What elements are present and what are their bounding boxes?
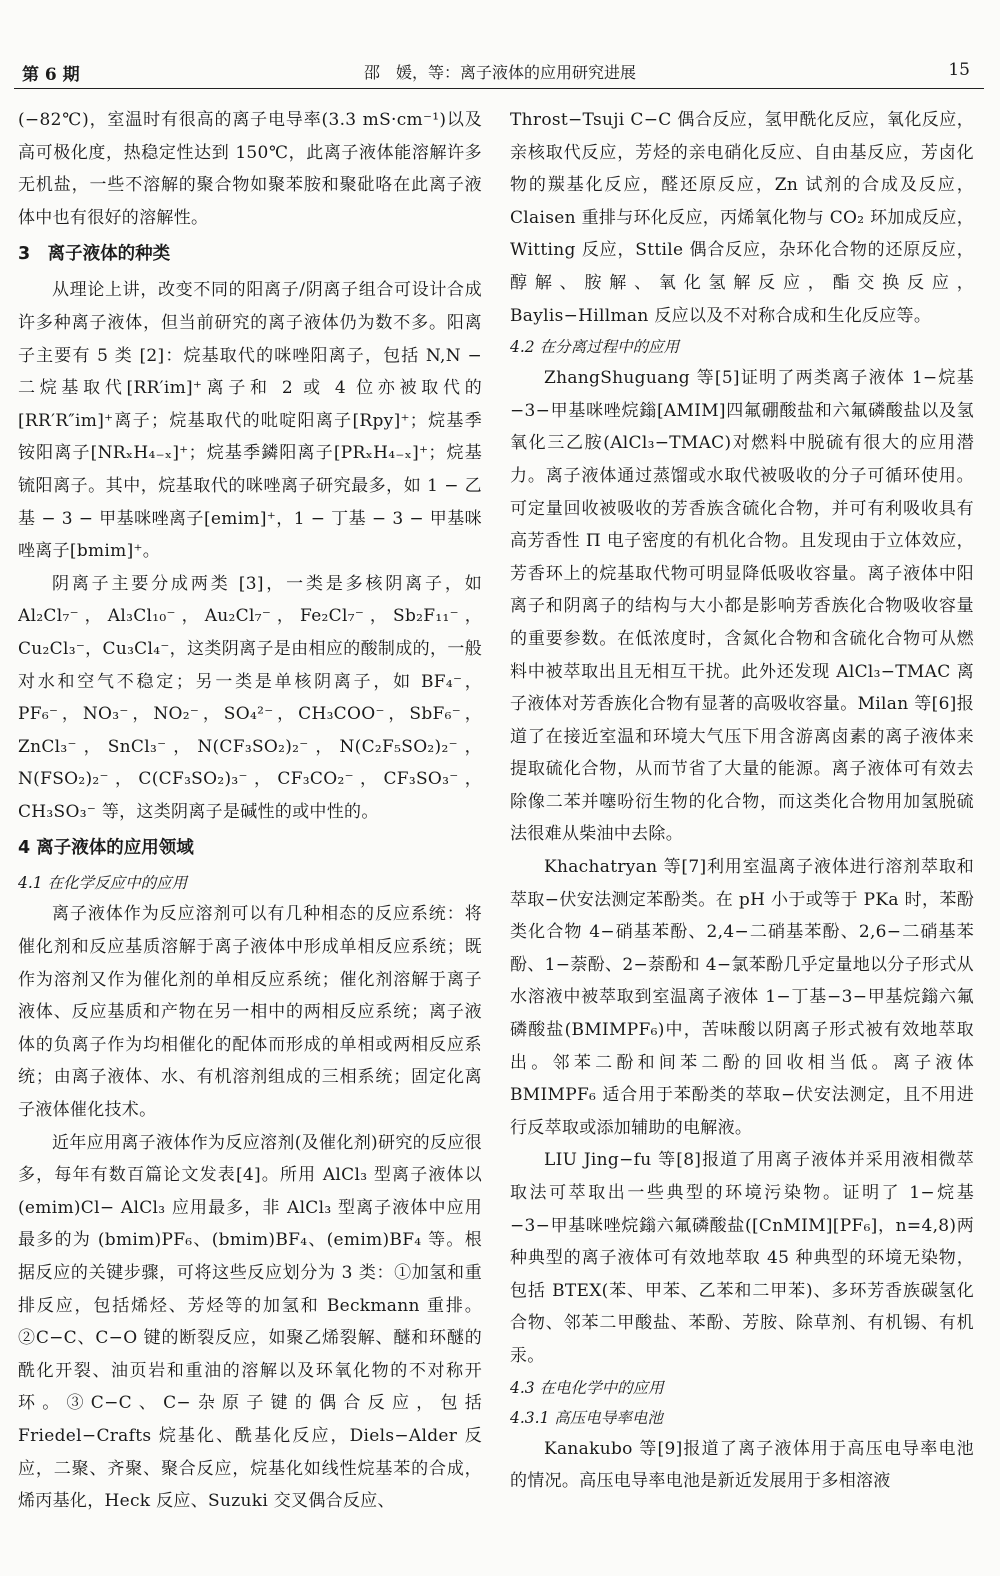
paragraph-phenol-extraction: Khachatryan 等[7]利用室温离子液体进行溶剂萃取和萃取−伏安法测定苯酚类。在 pH 小于或等于 PKa 时，苯酚类化合物 4−硝基苯酚、2,4−二硝基苯酚、2,6−二硝基苯酚、1−萘酚、2−萘酚和 4−氯苯酚几乎定量地以分子形式从水溶液中被萃取到室温离子液体 1−丁基−3−甲基烷鎓六氟磷酸盐(BMIMPF₆)中，苦味酸以阴离子形式被有效地萃取出。邻苯二酚和间苯二酚的回收相当低。离子液体 BMIMPF₆ 适合用于苯酚类的萃取−伏安法测定，且不用进行反萃取或添加辅助的电解液。: [510, 857, 974, 1138]
running-title: 邵 媛，等：离子液体的应用研究进展: [363, 63, 636, 82]
subsection-4-2-heading: 4.2 在分离过程中的应用: [510, 338, 680, 357]
section-4-heading: 4 离子液体的应用领域: [18, 838, 194, 859]
paragraph-reaction-systems: 离子液体作为反应溶剂可以有几种相态的反应系统：将催化剂和反应基质溶解于离子液体中形成单相反应系统；既作为溶剂又作为催化剂的单相反应系统；催化剂溶解于离子液体、反应基质和产物在另一相中的两相反应系统；离子液体的负离子作为均相催化的配体而形成的单相或两相反应系统；由离子液体、水、有机溶剂组成的三相系统；固定化离子液体催化技术。: [18, 904, 482, 1121]
subsection-4-3-heading: 4.3 在电化学中的应用: [510, 1378, 664, 1397]
paragraph-conductivity-cell: Kanakubo 等[9]报道了离子液体用于高压电导率电池的情况。高压电导率电池是新近发展用于多相溶液: [510, 1438, 974, 1492]
paragraph-desulfurization: ZhangShuguang 等[5]证明了两类离子液体 1−烷基−3−甲基咪唑烷鎓[AMIM]四氟硼酸盐和六氟磷酸盐以及氢氧化三乙胺(AlCl₃−TMAC)对燃料中脱硫有很大的应用潜力。离子液体通过蒸馏或水取代被吸收的分子可循环使用。可定量回收被吸收的芳香族含硫化合物，并可有利吸收具有高芳香性 Π 电子密度的有机化合物。且发现由于立体效应，芳香环上的烷基取代物可明显降低吸收容量。离子液体中阳离子和阴离子的结构与大小都是影响芳香族化合物吸收容量的重要参数。在低浓度时，含氮化合物和含硫化合物可从燃料中被萃取出且无相互干扰。此外还发现 AlCl₃−TMAC 离子液体对芳香族化合物有显著的高吸收容量。Milan 等[6]报道了在接近室温和环境大气压下用含游离卤素的离子液体来提取硫化合物，从而节省了大量的能源。离子液体可有效去除像二苯并噻吩衍生物的化合物，而这类化合物用加氢脱硫法很难从柴油中去除。: [510, 368, 974, 845]
subsection-4-3-1-heading: 4.3.1 高压电导率电池: [510, 1408, 663, 1427]
paragraph-microextraction: LIU Jing−fu 等[8]报道了用离子液体并采用液相微萃取法可萃取出一些典型的环境污染物。证明了 1−烷基−3−甲基咪唑烷鎓六氟磷酸盐([CnMIM][PF₆]，n=4,8)两种典型的离子液体可有效地萃取 45 种典型的环境无染物，包括 BTEX(苯、甲苯、乙苯和二甲苯)、多环芳香族碳氢化合物、邻苯二甲酸盐、苯酚、芳胺、除草剂、有机锡、有机汞。: [510, 1150, 974, 1366]
right-column: [510, 104, 974, 1574]
page-number: 15: [948, 60, 970, 80]
paragraph-anions: 阴离子主要分成两类 [3]，一类是多核阴离子，如 Al₂Cl₇⁻，Al₃Cl₁₀⁻，Au₂Cl₇⁻，Fe₂Cl₇⁻，Sb₂F₁₁⁻，Cu₂Cl₃⁻，Cu₃Cl₄⁻，这类阴离子是由相应的酸制成的，一般对水和空气不稳定；另一类是单核阴离子，如 BF₄⁻，PF₆⁻，NO₃⁻，NO₂⁻，SO₄²⁻，CH₃COO⁻，SbF₆⁻，ZnCl₃⁻，SnCl₃⁻，N(CF₃SO₂)₂⁻，N(C₂F₅SO₂)₂⁻，N(FSO₂)₂⁻，C(CF₃SO₂)₃⁻，CF₃CO₂⁻，CF₃SO₃⁻，CH₃SO₃⁻ 等，这类阴离子是碱性的或中性的。: [18, 573, 482, 822]
paragraph-continuation: (−82℃)，室温时有很高的离子电导率(3.3 mS·cm⁻¹)以及高可极化度，热稳定性达到 150℃，此离子液体能溶解许多无机盐，一些不溶解的聚合物如聚苯胺和聚砒咯在此离子液体中也有很好的溶解性。: [18, 110, 482, 228]
section-3-heading: 3 离子液体的种类: [18, 244, 171, 265]
paragraph-reaction-types: 近年应用离子液体作为反应溶剂(及催化剂)研究的反应很多，每年有数百篇论文发表[4]。所用 AlCl₃ 型离子液体以(emim)Cl− AlCl₃ 应用最多，非 AlCl₃ 型离子液体中应用最多的为 (bmim)PF₆、(bmim)BF₄、(emim)BF₄ 等。根据反应的关键步骤，可将这些反应划分为 3 类：①加氢和重排反应，包括烯烃、芳烃等的加氢和 Beckmann 重排。②C−C、C−O 键的断裂反应，如聚乙烯裂解、醚和环醚的酰化开裂、油页岩和重油的溶解以及环氧化物的不对称开环。③C−C、C−杂原子键的偶合反应，包括 Friedel−Crafts 烷基化、酰基化反应，Diels−Alder 反应，二聚、齐聚、聚合反应，烷基化如线性烷基苯的合成，烯丙基化，Heck 反应、Suzuki 交叉偶合反应、: [18, 1132, 482, 1512]
left-column: [18, 104, 482, 1574]
header-rule: [14, 88, 984, 89]
running-header: [0, 0, 1000, 94]
subsection-4-1-heading: 4.1 在化学反应中的应用: [18, 874, 188, 893]
paragraph-cations: 从理论上讲，改变不同的阳离子/阴离子组合可设计合成许多种离子液体，但当前研究的离子液体仍为数不多。阳离子主要有 5 类 [2]：烷基取代的咪唑阳离子，包括 N,N − 二烷基取代[RR′im]⁺离子和 2 或 4 位亦被取代的[RR′R″im]⁺离子；烷基取代的吡啶阳离子[Rpy]⁺；烷基季铵阳离子[NRₓH₄₋ₓ]⁺；烷基季鏻阳离子[PRₓH₄₋ₓ]⁺；烷基锍阳离子。其中，烷基取代的咪唑离子研究最多，如 1 − 乙基 − 3 − 甲基咪唑离子[emim]⁺，1 − 丁基 − 3 − 甲基咪唑离子[bmim]⁺。: [18, 280, 482, 562]
issue-number: 第 6 期: [22, 65, 80, 85]
paragraph-continuation: Throst−Tsuji C−C 偶合反应，氢甲酰化反应，氧化反应，亲核取代反应，芳烃的亲电硝化反应、自由基反应，芳卤化物的羰基化反应，醛还原反应，Zn 试剂的合成及反应，Claisen 重排与环化反应，丙烯氧化物与 CO₂ 环加成反应，Witting 反应，Sttile 偶合反应，杂环化合物的还原反应，醇解、胺解、氧化氢解反应，酯交换反应，Baylis−Hillman 反应以及不对称合成和生化反应等。: [510, 110, 974, 326]
